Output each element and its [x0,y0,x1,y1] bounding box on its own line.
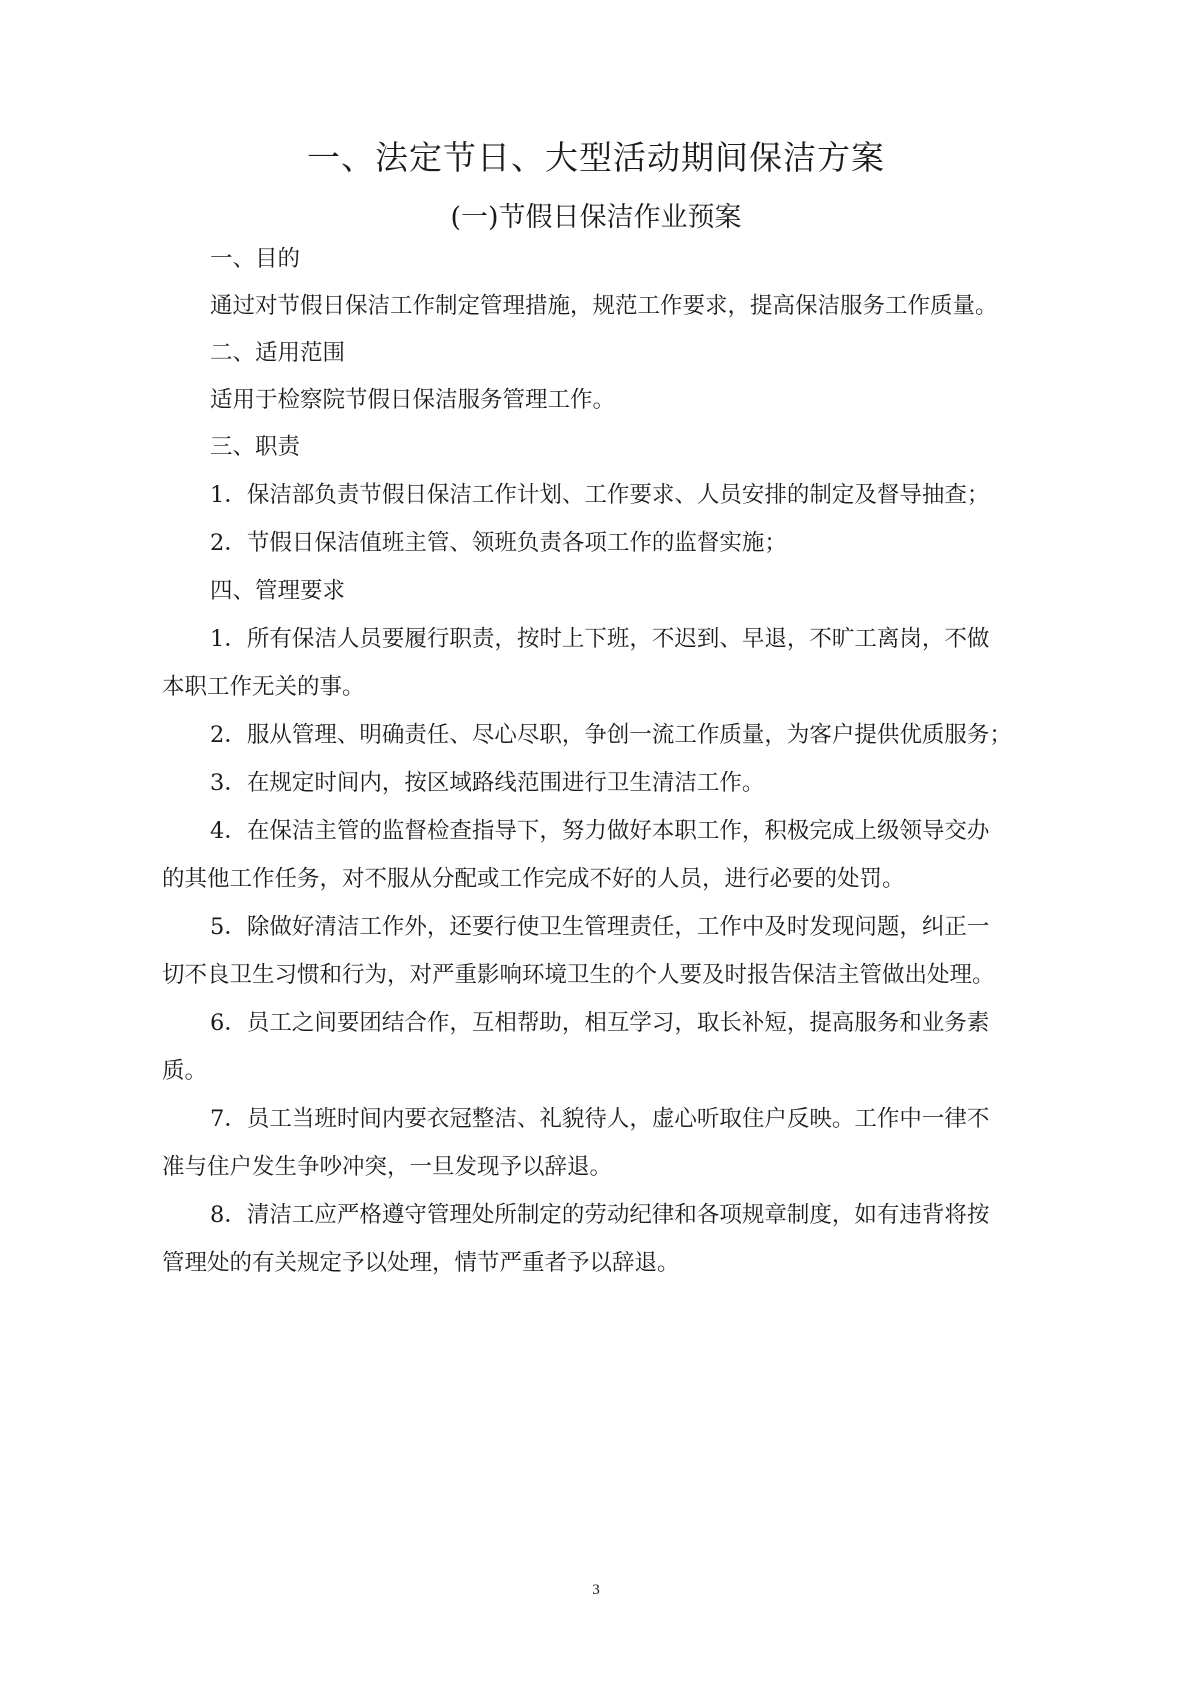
list-item: 2．服从管理、明确责任、尽心尽职，争创一流工作质量，为客户提供优质服务； [210,722,1012,748]
list-item: 1．所有保洁人员要履行职责，按时上下班，不迟到、早退，不旷工离岗，不做 [210,626,990,652]
list-item-continuation: 准与住户发生争吵冲突，一旦发现予以辞退。 [162,1154,613,1180]
list-item-continuation: 本职工作无关的事。 [162,674,365,700]
list-item: 1．保洁部负责节假日保洁工作计划、工作要求、人员安排的制定及督导抽查； [210,482,990,508]
section-heading-requirements: 四、管理要求 [210,578,346,604]
list-item-continuation: 质。 [162,1058,208,1084]
list-item: 2．节假日保洁值班主管、领班负责各项工作的监督实施； [210,530,787,556]
paragraph-line: 适用于检察院节假日保洁服务管理工作。 [210,387,616,413]
section-heading-duties: 三、职责 [210,434,301,460]
list-item: 4．在保洁主管的监督检查指导下，努力做好本职工作，积极完成上级领导交办 [210,818,990,844]
list-item: 3．在规定时间内，按区域路线范围进行卫生清洁工作。 [210,770,765,796]
list-item-continuation: 切不良卫生习惯和行为，对严重影响环境卫生的个人要及时报告保洁主管做出处理。 [162,962,995,988]
section-heading-scope: 二、适用范围 [210,340,346,366]
section-heading-purpose: 一、目的 [210,246,301,272]
list-item: 6．员工之间要团结合作，互相帮助，相互学习，取长补短，提高服务和业务素 [210,1010,990,1036]
list-item-continuation: 的其他工作任务，对不服从分配或工作完成不好的人员，进行必要的处罚。 [162,866,905,892]
list-item: 8．清洁工应严格遵守管理处所制定的劳动纪律和各项规章制度，如有违背将按 [210,1202,990,1228]
list-item-continuation: 管理处的有关规定予以处理，情节严重者予以辞退。 [162,1250,680,1276]
list-item: 5．除做好清洁工作外，还要行使卫生管理责任，工作中及时发现问题，纠正一 [210,914,990,940]
page-number: 3 [592,1582,600,1598]
document-subtitle: (一)节假日保洁作业预案 [450,202,742,233]
paragraph-line: 通过对节假日保洁工作制定管理措施，规范工作要求，提高保洁服务工作质量。 [210,293,998,319]
list-item: 7．员工当班时间内要衣冠整洁、礼貌待人，虚心听取住户反映。工作中一律不 [210,1106,990,1132]
document-title: 一、法定节日、大型活动期间保洁方案 [307,138,885,177]
